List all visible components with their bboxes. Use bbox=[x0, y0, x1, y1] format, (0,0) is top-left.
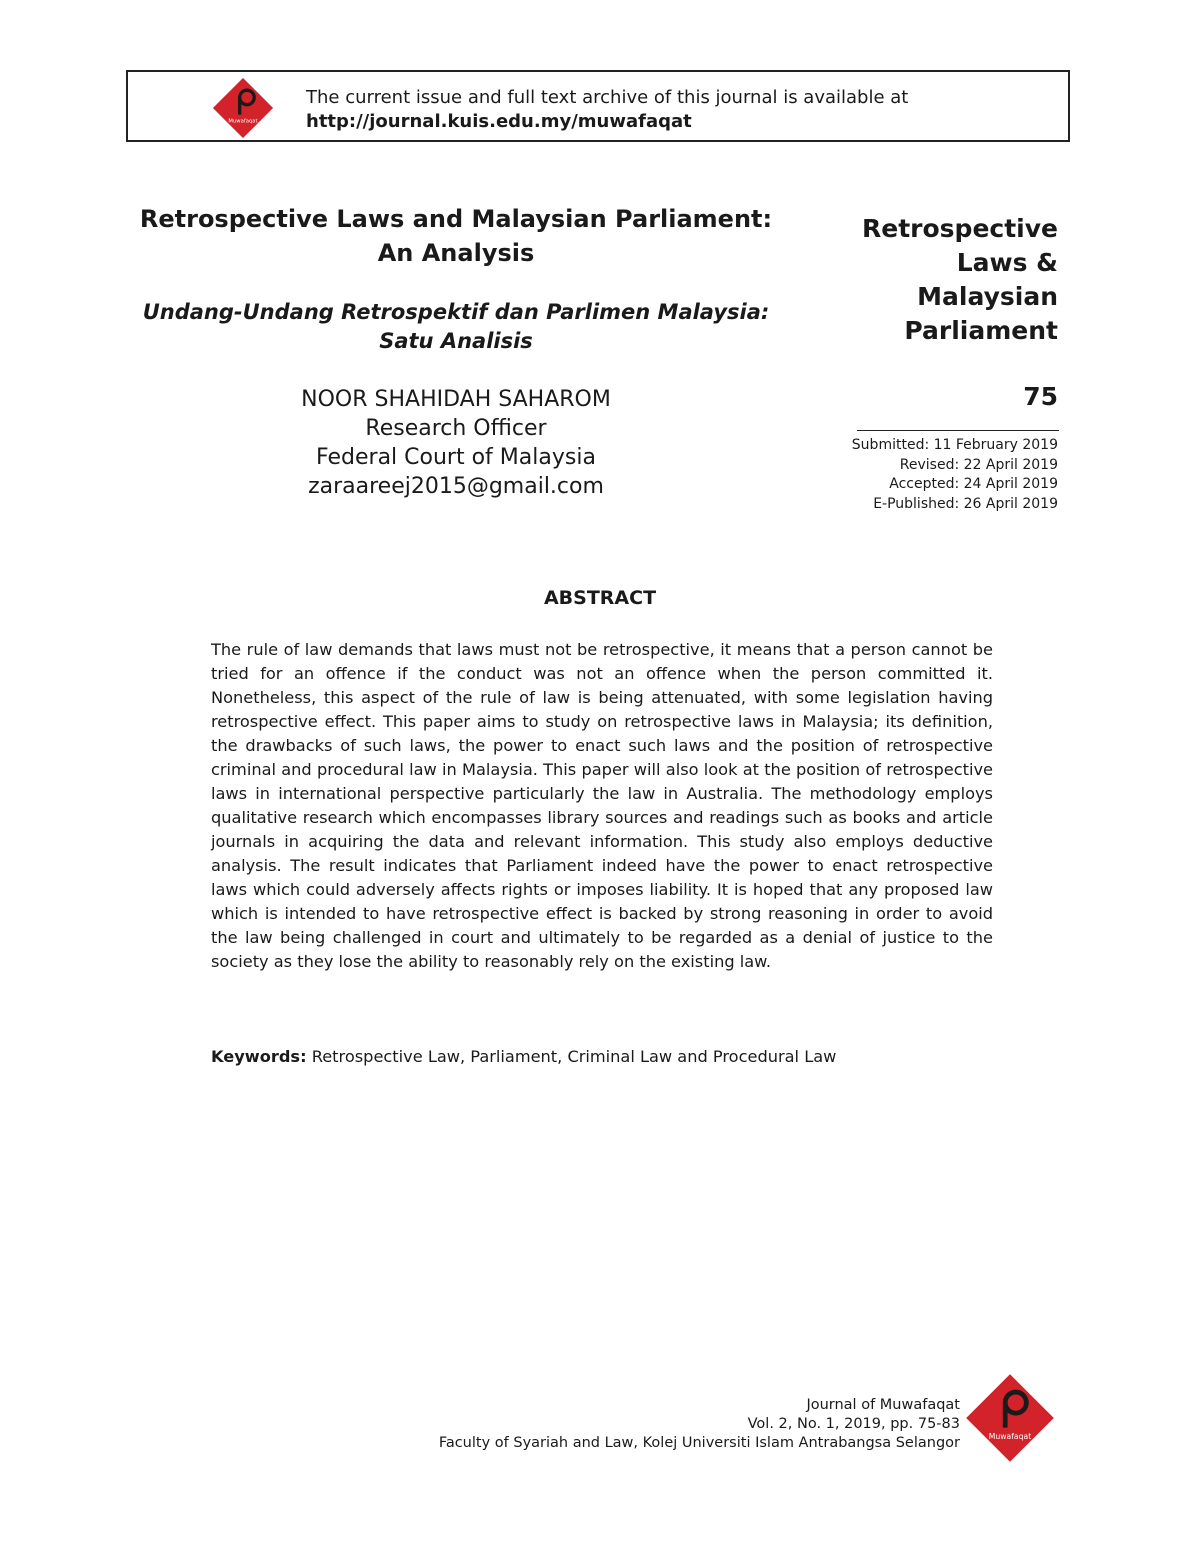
keywords-list: Retrospective Law, Parliament, Criminal Law and Procedural Law bbox=[311, 1047, 837, 1066]
keywords-line bbox=[211, 1045, 993, 1069]
running-title-line: Laws & bbox=[956, 248, 1058, 277]
abstract-body: The rule of law demands that laws must not be retrospective, it means that a person cannot be tried for an offence if the conduct was not an offence when the person committed it. Nonetheless, this aspect of the rule of law is being attenuated, with some legislation having retrospective effect. This paper aims to study on retrospective laws in Malaysia; its definition, the drawbacks of such laws, the power to enact such laws and the position of retrospective criminal and procedural law in Malaysia. This paper will also look at the position of retrospective laws in international perspective particularly the law in Australia. The methodology employs qualitative research which encompasses library sources and readings such as books and article journals in acquiring the data and relevant information. This study also employs deductive analysis. The result indicates that Parliament indeed have the power to enact retrospective laws which could adversely affects rights or imposes liability. It is hoped that any proposed law which is intended to have retrospective effect is backed by strong reasoning in order to avoid the law being challenged in court and ultimately to be regarded as a denial of justice to the society as they lose the ability to reasonably rely on the existing law. bbox=[211, 640, 993, 971]
running-title-line: Parliament bbox=[904, 316, 1058, 345]
running-title bbox=[860, 212, 1058, 348]
article-subtitle bbox=[130, 298, 782, 356]
sidebar-divider bbox=[857, 430, 1059, 431]
date-submitted: Submitted: 11 February 2019 bbox=[851, 437, 1058, 453]
publication-dates bbox=[800, 436, 1058, 514]
footer-journal-name: Journal of Muwafaqat bbox=[806, 1397, 960, 1413]
muwafaqat-logo bbox=[210, 75, 276, 141]
date-published: E-Published: 26 April 2019 bbox=[873, 495, 1058, 512]
journal-header-box bbox=[126, 70, 1070, 142]
running-title-line: Retrospective bbox=[862, 214, 1058, 243]
running-title-line: Malaysian bbox=[917, 282, 1058, 311]
logo-lettering: Muwafaqat bbox=[988, 1432, 1032, 1442]
journal-url-link[interactable]: http://journal.kuis.edu.my/muwafaqat bbox=[306, 111, 692, 132]
author-name: NOOR SHAHIDAH SAHAROM bbox=[301, 387, 611, 412]
keywords-label: Keywords: bbox=[211, 1047, 307, 1066]
archive-text: The current issue and full text archive of this journal is available at bbox=[306, 87, 909, 108]
date-accepted: Accepted: 24 April 2019 bbox=[889, 476, 1058, 492]
subtitle-line-1: Undang-Undang Retrospektif dan Parlimen Malaysia: bbox=[142, 300, 770, 324]
author-position: Research Officer bbox=[365, 416, 547, 441]
archive-notice bbox=[306, 86, 908, 134]
journal-footer bbox=[360, 1396, 960, 1453]
author-affiliation: Federal Court of Malaysia bbox=[316, 445, 596, 470]
footer-volume: Vol. 2, No. 1, 2019, pp. 75-83 bbox=[747, 1416, 960, 1432]
author-block bbox=[130, 385, 782, 501]
title-line-1: Retrospective Laws and Malaysian Parliament: bbox=[139, 205, 773, 233]
page-number: 75 bbox=[1023, 382, 1058, 411]
author-email[interactable]: zaraareej2015@gmail.com bbox=[308, 474, 604, 499]
subtitle-line-2: Satu Analisis bbox=[379, 329, 533, 353]
abstract-heading: ABSTRACT bbox=[543, 587, 657, 609]
logo-lettering: Muwafaqat bbox=[228, 118, 258, 125]
article-title bbox=[130, 202, 782, 270]
date-revised: Revised: 22 April 2019 bbox=[899, 456, 1058, 473]
muwafaqat-logo bbox=[962, 1370, 1058, 1466]
title-line-2: An Analysis bbox=[377, 239, 535, 267]
footer-faculty: Faculty of Syariah and Law, Kolej Universiti Islam Antrabangsa Selangor bbox=[438, 1435, 960, 1451]
